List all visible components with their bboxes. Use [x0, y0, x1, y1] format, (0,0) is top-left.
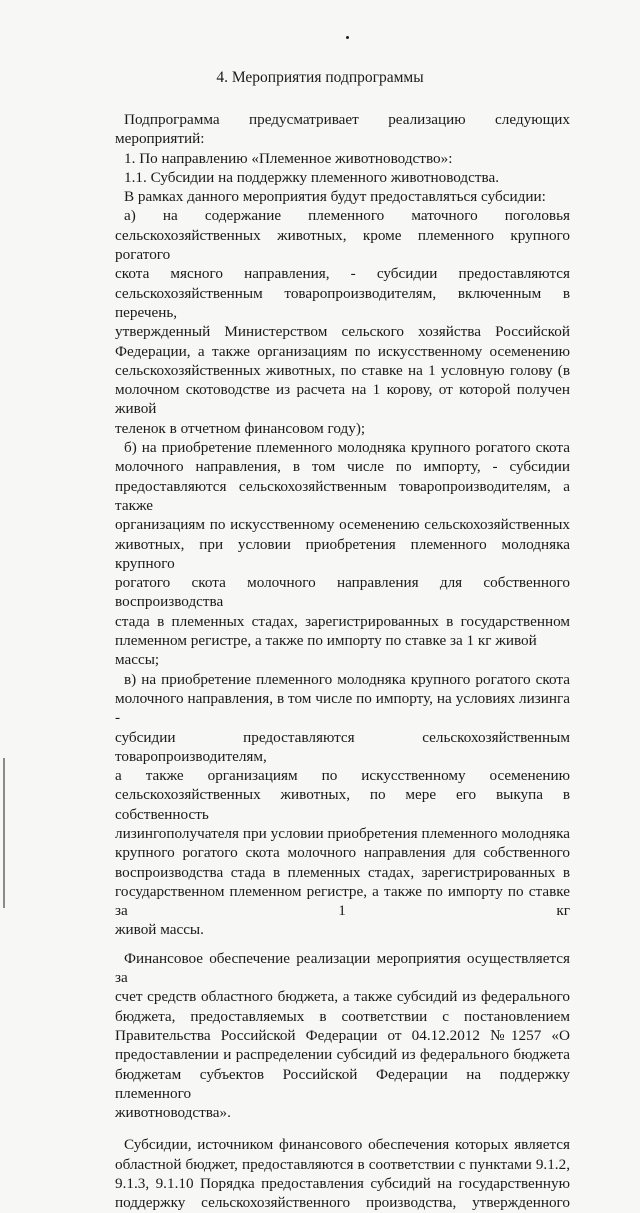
item-b-line: организациям по искусственному осеменению сельскохозяйственных [115, 516, 570, 534]
subsidies-line: 9.1.3, 9.1.10 Порядка предоставления субсидий на государственную [115, 1175, 570, 1193]
item-b-line: рогатого скота молочного направления для собственного воспроизводства [115, 574, 570, 611]
item-a-line: сельскохозяйственных животных, по ставке на 1 условную голову (в [115, 361, 570, 379]
financing-line: счет средств областного бюджета, а также субсидий из федерального [115, 988, 570, 1006]
item-c-line: воспроизводства стада в племенных стадах, зарегистрированных в [115, 863, 570, 881]
item-c-line: сельскохозяйственных животных, по мере его выкупа в собственность [115, 786, 570, 823]
item-b-line: животных, при условии приобретения племенного молодняка крупного [115, 535, 570, 572]
section-heading: 4. Мероприятия подпрограммы [216, 69, 424, 86]
item-c-line: субсидии предоставляются сельскохозяйственным товаропроизводителям, [115, 728, 570, 765]
item-a-line: молочном скотоводстве из расчета на 1 корову, от которой получен живой [115, 381, 570, 418]
item-a-line: теленок в отчетном финансовом году); [115, 419, 366, 437]
item-b-line: б) на приобретение племенного молодняка крупного рогатого скота [124, 439, 570, 457]
financing-line: бюджета, предоставляемых в соответствии с постановлением [115, 1007, 570, 1025]
scan-edge-line [3, 758, 5, 908]
item-c-line: а также организациям по искусственному осеменению [115, 767, 570, 785]
item-b-line: предоставляются сельскохозяйственным товаропроизводителям, а также [115, 477, 570, 514]
item-a-line: а) на содержание племенного маточного поголовья [124, 207, 570, 225]
item-a-line: сельскохозяйственных животных, кроме племенного крупного рогатого [115, 226, 570, 264]
subsidies-line: Субсидии, источником финансового обеспечения которых является [124, 1136, 570, 1154]
item-b-line: стада в племенных стадах, зарегистрированных в государственном [115, 612, 570, 630]
item-c-line: живой массы. [115, 921, 204, 939]
scan-dot [346, 36, 349, 39]
item-c-line: молочного направления, в том числе по импорту, на условиях лизинга - [115, 689, 570, 727]
item-a-line: сельскохозяйственным товаропроизводителям, включенным в перечень, [115, 284, 570, 321]
subsidies-line: областной бюджет, предоставляются в соответствии с пунктами 9.1.2, [115, 1155, 570, 1173]
item-c-line: в) на приобретение племенного молодняка крупного рогатого скота [124, 670, 570, 688]
item-c-line: крупного рогатого скота молочного направления для собственного [115, 844, 570, 862]
intro-line-1: Подпрограмма предусматривает реализацию следующих [124, 111, 570, 128]
item-a-line: скота мясного направления, - субсидии предоставляются [115, 265, 570, 283]
financing-line: Финансовое обеспечение реализации мероприятия осуществляется за [115, 949, 570, 987]
financing-line: бюджетам субъектов Российской Федерации на поддержку племенного [115, 1065, 570, 1102]
financing-line: предоставлении и распределении субсидий из федерального бюджета [115, 1046, 570, 1064]
frame-line: В рамках данного мероприятия будут предоставляться субсидии: [124, 188, 546, 206]
subsidies-line: поддержку сельскохозяйственного производства, утвержденного [115, 1194, 570, 1212]
financing-line: животноводства». [115, 1104, 231, 1122]
direction-line: 1. По направлению «Племенное животноводство»: [124, 149, 453, 167]
subsection-line: 1.1. Субсидии на поддержку племенного животноводства. [124, 168, 500, 186]
document-body [115, 110, 570, 1213]
item-c-line: государственном племенном регистре, а также по импорту по ставке за 1 кг [115, 882, 570, 920]
item-c-line: лизингополучателя при условии приобретения племенного молодняка [115, 824, 570, 842]
item-b-line: молочного направления, в том числе по импорту, - субсидии [115, 458, 570, 476]
item-b-line: племенном регистре, а также по импорту по ставке за 1 кг живой массы; [115, 632, 537, 669]
item-a-line: утвержденный Министерством сельского хозяйства Российской [115, 323, 570, 341]
financing-line: Правительства Российской Федерации от 04.12.2012 №1257 «О [115, 1026, 570, 1044]
intro-line-2: мероприятий: [115, 130, 205, 148]
item-a-line: Федерации, а также организациям по искусственному осеменению [115, 342, 570, 360]
